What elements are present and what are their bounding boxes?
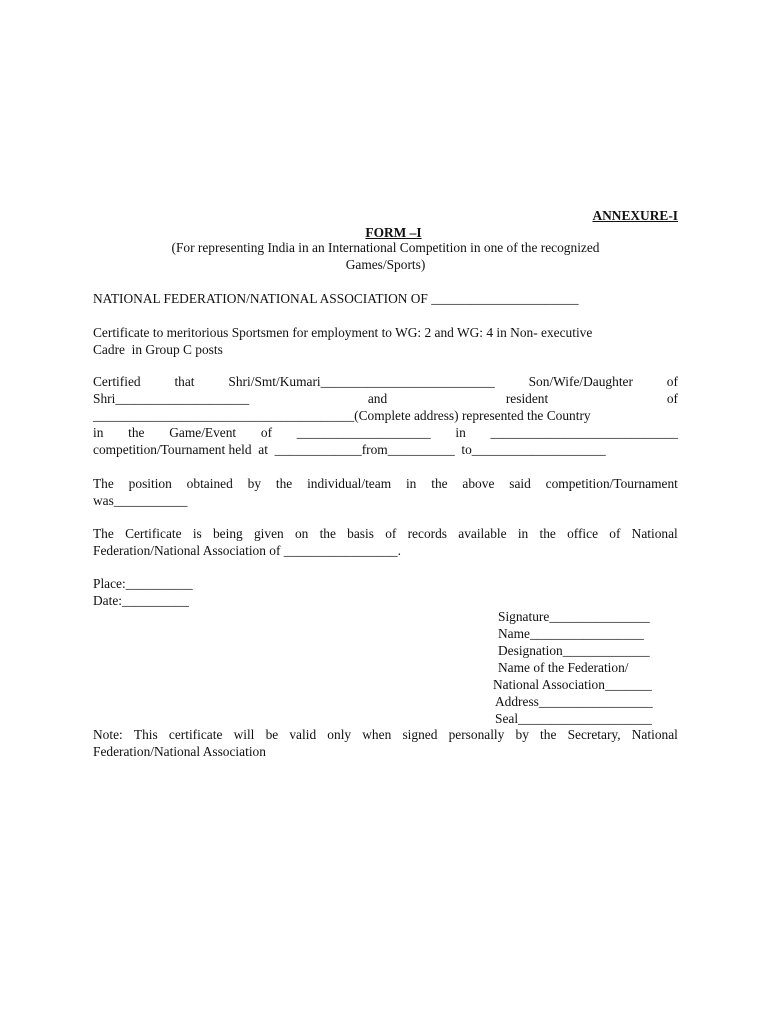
certified-line-1 (93, 373, 678, 390)
position-line-2: was___________ (93, 493, 188, 508)
basis-line-2: Federation/National Association of _________________. (93, 543, 401, 558)
word: Shri/Smt/Kumari__________________________ (228, 374, 495, 389)
word: given (253, 526, 284, 541)
word: certificate (168, 727, 223, 742)
word: be (265, 727, 279, 742)
word: records (407, 526, 448, 541)
word: when (362, 727, 392, 742)
word: by (247, 476, 262, 491)
word: of (666, 374, 678, 389)
word: Game/Event (169, 425, 237, 440)
word: competition/Tournament (545, 476, 678, 491)
national-association-field: National Association_______ (493, 677, 652, 692)
word: This (133, 727, 158, 742)
annexure-label: ANNEXURE-I (592, 208, 678, 223)
word: the (319, 526, 336, 541)
certified-line-2 (93, 390, 678, 407)
certificate-intro-line-2: Cadre in Group C posts (93, 342, 223, 357)
word: basis (347, 526, 374, 541)
word: is (192, 526, 202, 541)
word: above (462, 476, 495, 491)
word: the (275, 476, 293, 491)
word: of (260, 425, 273, 440)
certificate-intro-line-1: Certificate to meritorious Sportsmen for employment to WG: 2 and WG: 4 in Non- executive (93, 325, 593, 340)
federation-line: NATIONAL FEDERATION/NATIONAL ASSOCIATION OF ______________________ (93, 291, 579, 306)
word: available (458, 526, 507, 541)
word: in (93, 425, 104, 440)
form-label: FORM –I (365, 225, 422, 240)
seal-field: Seal____________________ (495, 711, 652, 726)
name-field: Name_________________ (498, 626, 644, 641)
word: of (385, 526, 397, 541)
position-line-1 (93, 475, 678, 492)
word: Certified (93, 374, 141, 389)
word: the (539, 526, 556, 541)
word: in (405, 476, 417, 491)
word: The (93, 476, 114, 491)
word: Secretary, (567, 727, 621, 742)
word: National (631, 727, 678, 742)
word: office (567, 526, 599, 541)
word: in (455, 425, 466, 440)
note-line-1 (93, 726, 678, 743)
designation-field: Designation_____________ (498, 643, 650, 658)
signature-field: Signature_______________ (498, 609, 650, 624)
word: in (517, 526, 529, 541)
word: the (128, 425, 145, 440)
word: personally (448, 727, 505, 742)
word: of (666, 391, 678, 406)
word: and (367, 391, 388, 406)
certified-line-3: _______________________________________(Complete address) represented the Country (93, 408, 591, 423)
word: the (540, 727, 557, 742)
word: valid (289, 727, 317, 742)
word: ____________________ (296, 425, 431, 440)
word: ____________________________ (490, 425, 678, 440)
word: Certificate (125, 526, 182, 541)
word: only (327, 727, 352, 742)
word: being (212, 526, 243, 541)
subtitle-line-1: (For representing India in an International Competition in one of the recognized (171, 240, 600, 255)
word: by (515, 727, 529, 742)
federation-name-label: Name of the Federation/ (498, 660, 629, 675)
note-line-2: Federation/National Association (93, 744, 266, 759)
certified-line-5: competition/Tournament held at _____________from__________ to____________________ (93, 442, 606, 457)
word: the (431, 476, 448, 491)
basis-line-1 (93, 525, 678, 542)
subtitle-line-2: Games/Sports) (345, 257, 426, 272)
word: of (609, 526, 621, 541)
word: that (174, 374, 195, 389)
word: will (233, 727, 255, 742)
place-field: Place:__________ (93, 576, 193, 591)
word: position (128, 476, 172, 491)
word: National (631, 526, 678, 541)
word: The (93, 526, 114, 541)
word: said (509, 476, 531, 491)
word: on (294, 526, 309, 541)
word: signed (402, 727, 438, 742)
word: obtained (186, 476, 233, 491)
word: Note: (93, 727, 123, 742)
date-field: Date:__________ (93, 593, 189, 608)
word: individual/team (307, 476, 392, 491)
word: Son/Wife/Daughter (528, 374, 633, 389)
word: Shri____________________ (93, 391, 250, 406)
address-field: Address_________________ (495, 694, 653, 709)
certified-line-4 (93, 424, 678, 441)
word: resident (505, 391, 549, 406)
